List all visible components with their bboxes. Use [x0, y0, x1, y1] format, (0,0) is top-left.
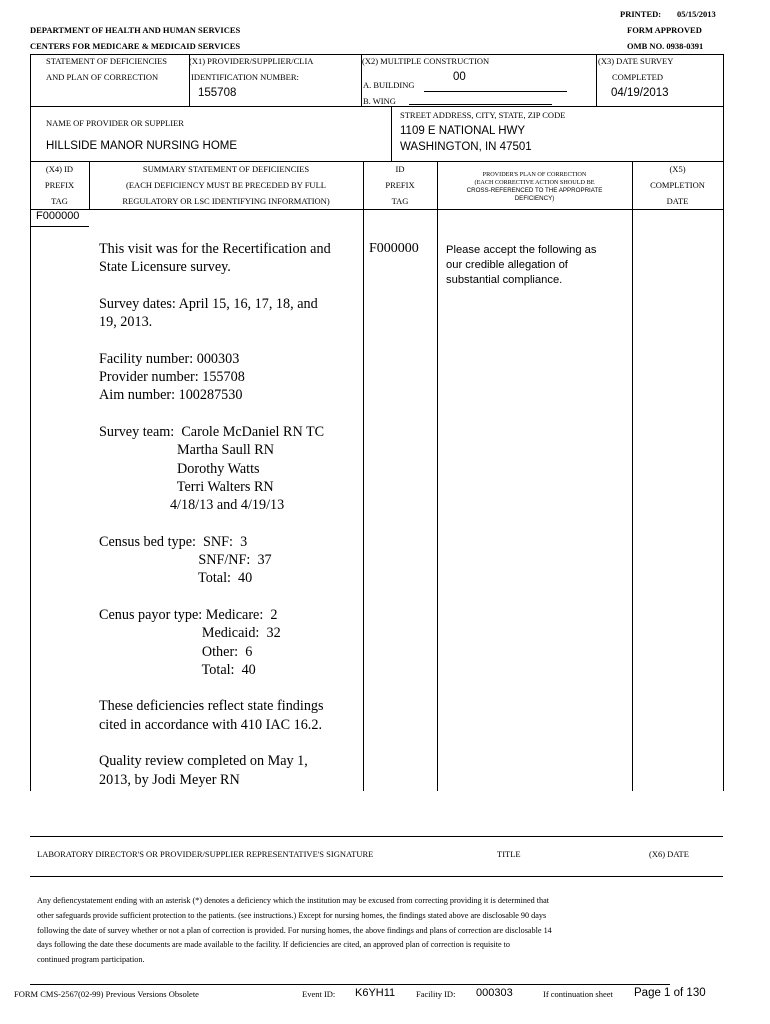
form-number: FORM CMS-2567(02-99) Previous Versions Obsolete [14, 989, 199, 999]
event-id-value: K6YH11 [355, 987, 396, 999]
plan-header-3: CROSS-REFERENCED TO THE APPROPRIATE [466, 187, 603, 194]
printed-date: 05/15/2013 [677, 9, 716, 19]
title-label: TITLE [497, 849, 521, 859]
plan-header-4: DEFICIENCY) [514, 195, 555, 202]
summary-statement [99, 240, 369, 807]
department-title: DEPARTMENT OF HEALTH AND HUMAN SERVICES [30, 25, 241, 35]
form-approved: FORM APPROVED [627, 25, 702, 35]
x5-header-2: COMPLETION [650, 180, 705, 190]
disclaimer: Any defiencystatement ending with an asterisk (*) denotes a deficiency which the institution may be excused from correcting providing it is determined that other safeguards provide sufficient protection to the patients. (see instructions.) Except for nursing homes, the findings stated above are disclosable 90 days following the date of survey whether or not a plan of correction is provided. For nursing homes, the above findings and plans of correction are disclosable 14 days following the date these documents are made available to the facility. If deficiencies are cited, an approved plan of correction is requisite to continued program participation. [37, 896, 552, 965]
facility-id-label: Facility ID: [416, 989, 456, 999]
omb-number: OMB NO. 0938-0391 [627, 41, 704, 51]
plan-header-1: PROVIDER'S PLAN OF CORRECTION [482, 171, 587, 178]
x1-label-2: IDENTIFICATION NUMBER: [191, 72, 299, 82]
plan-of-correction: Please accept the following as our credible allegation of substantial compliance. [446, 244, 597, 286]
page-number: Page 1 of 130 [634, 987, 706, 999]
provider-name-value: HILLSIDE MANOR NURSING HOME [46, 140, 238, 152]
plan-header-2: (EACH CORRECTIVE ACTION SHOULD BE [474, 179, 595, 186]
building-label: A. BUILDING [363, 80, 415, 90]
paragraph-survey-dates: Survey dates: April 15, 16, 17, 18, and 19, 2013. [99, 295, 318, 331]
survey-date-value: 04/19/2013 [611, 87, 669, 99]
id-header-1: ID [395, 164, 405, 174]
x5-header-1: (X5) [669, 164, 686, 174]
date-label: (X6) DATE [649, 849, 689, 859]
paragraph-deficiencies: These deficiencies reflect state findings cited in accordance with 410 IAC 16.2. [99, 698, 324, 733]
x3-label-2: COMPLETED [612, 72, 663, 82]
provider-name-label: NAME OF PROVIDER OR SUPPLIER [46, 118, 184, 128]
paragraph-quality-review: Quality review completed on May 1, 2013, by Jodi Meyer RN [99, 753, 308, 788]
centers-title: CENTERS FOR MEDICARE & MEDICAID SERVICES [30, 41, 241, 51]
printed-label: PRINTED: [620, 9, 662, 19]
deficiency-tag: F000000 [36, 210, 80, 222]
x5-header-3: DATE [666, 196, 689, 206]
summary-header-1: SUMMARY STATEMENT OF DEFICIENCIES [142, 164, 310, 174]
paragraph-census-bed: Census bed type: SNF: 3 SNF/NF: 37 Total: 40 [99, 533, 272, 587]
x1-label-1: (X1) PROVIDER/SUPPLIER/CLIA [189, 56, 314, 66]
summary-header-3: REGULATORY OR LSC IDENTIFYING INFORMATION) [122, 196, 330, 206]
paragraph-visit: This visit was for the Recertification and State Licensure survey. [99, 241, 331, 276]
statement-label-1: STATEMENT OF DEFICIENCIES [46, 56, 168, 66]
paragraph-facility: Facility number: 000303 Provider number: 155708 Aim number: 100287530 [99, 350, 245, 404]
building-value: 00 [453, 71, 466, 83]
statement-label-2: AND PLAN OF CORRECTION [46, 72, 159, 82]
x2-label: (X2) MULTIPLE CONSTRUCTION [362, 56, 490, 66]
provider-id-value: 155708 [198, 87, 237, 99]
id-header-3: TAG [391, 196, 409, 206]
address-line-2: WASHINGTON, IN 47501 [400, 141, 532, 153]
address-line-1: 1109 E NATIONAL HWY [400, 125, 526, 137]
x4-header-3: TAG [51, 196, 68, 206]
id-header-2: PREFIX [385, 180, 415, 190]
paragraph-payor: Cenus payor type: Medicare: 2 Medicaid: 32 Other: 6 Total: 40 [99, 606, 281, 678]
event-id-label: Event ID: [302, 989, 336, 999]
plan-tag: F000000 [369, 241, 419, 256]
wing-label: B. WING [363, 96, 396, 106]
facility-id-value: 000303 [476, 987, 513, 999]
address-label: STREET ADDRESS, CITY, STATE, ZIP CODE [400, 110, 566, 120]
x4-header-2: PREFIX [44, 180, 75, 190]
x3-label-1: (X3) DATE SURVEY [598, 56, 674, 66]
x4-header-1: (X4) ID [45, 164, 74, 174]
paragraph-survey-team: Survey team: Carole McDaniel RN TC Martha Saull RN Dorothy Watts Terri Walters RN 4/18/13 and 4/19/13 [99, 423, 325, 514]
continuation-label: If continuation sheet [543, 989, 613, 999]
signature-label: LABORATORY DIRECTOR'S OR PROVIDER/SUPPLIER REPRESENTATIVE'S SIGNATURE [37, 849, 374, 859]
summary-header-2: (EACH DEFICIENCY MUST BE PRECEDED BY FULL [126, 180, 326, 190]
